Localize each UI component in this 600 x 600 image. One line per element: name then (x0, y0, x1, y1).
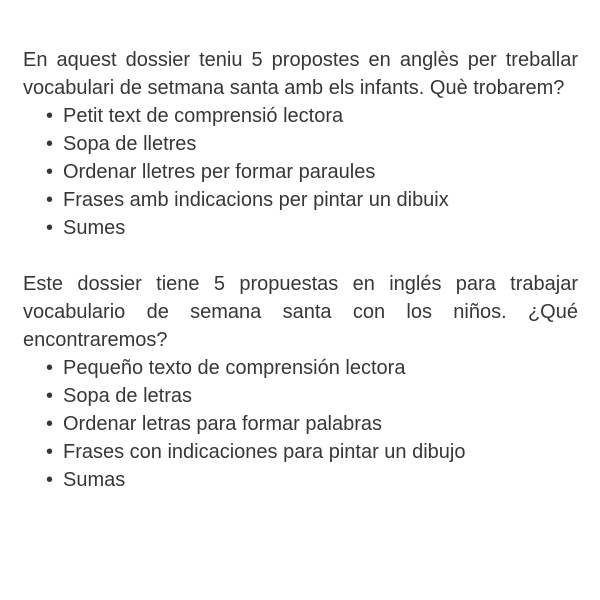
bullet-icon: • (46, 133, 54, 155)
list-item-label: Sumas (63, 469, 126, 491)
bullet-icon: • (46, 469, 54, 491)
list-item (23, 158, 578, 186)
list-item (23, 186, 578, 214)
list-item (23, 214, 578, 242)
intro-paragraph-spanish: Este dossier tiene 5 propuestas en inglés para trabajar vocabulario de semana santa con los niños. ¿Qué encontraremos? (23, 273, 578, 351)
bullet-icon: • (46, 217, 54, 239)
list-item-label: Frases amb indicacions per pintar un dibuix (63, 189, 449, 211)
list-item-label: Ordenar lletres per formar paraules (63, 161, 376, 183)
list-item (23, 102, 578, 130)
bullet-icon: • (46, 413, 54, 435)
list-item (23, 382, 578, 410)
bullet-icon: • (46, 385, 54, 407)
bullet-icon: • (46, 441, 54, 463)
list-item-label: Frases con indicaciones para pintar un dibujo (63, 441, 466, 463)
list-item (23, 438, 578, 466)
list-catalan (23, 102, 578, 242)
list-item-label: Pequeño texto de comprensión lectora (63, 357, 406, 379)
bullet-icon: • (46, 105, 54, 127)
list-item-label: Sumes (63, 217, 126, 239)
section-catalan (23, 46, 578, 242)
list-item (23, 466, 578, 494)
list-item (23, 354, 578, 382)
list-item-label: Sopa de letras (63, 385, 192, 407)
bullet-icon: • (46, 189, 54, 211)
bullet-icon: • (46, 357, 54, 379)
list-spanish (23, 354, 578, 494)
list-item-label: Ordenar letras para formar palabras (63, 413, 383, 435)
bullet-icon: • (46, 161, 54, 183)
intro-paragraph-catalan: En aquest dossier teniu 5 propostes en anglès per treballar vocabulari de setmana santa amb els infants. Què trobarem? (23, 49, 578, 99)
list-item (23, 410, 578, 438)
list-item (23, 130, 578, 158)
list-item-label: Sopa de lletres (63, 133, 197, 155)
section-spanish (23, 270, 578, 494)
list-item-label: Petit text de comprensió lectora (63, 105, 344, 127)
